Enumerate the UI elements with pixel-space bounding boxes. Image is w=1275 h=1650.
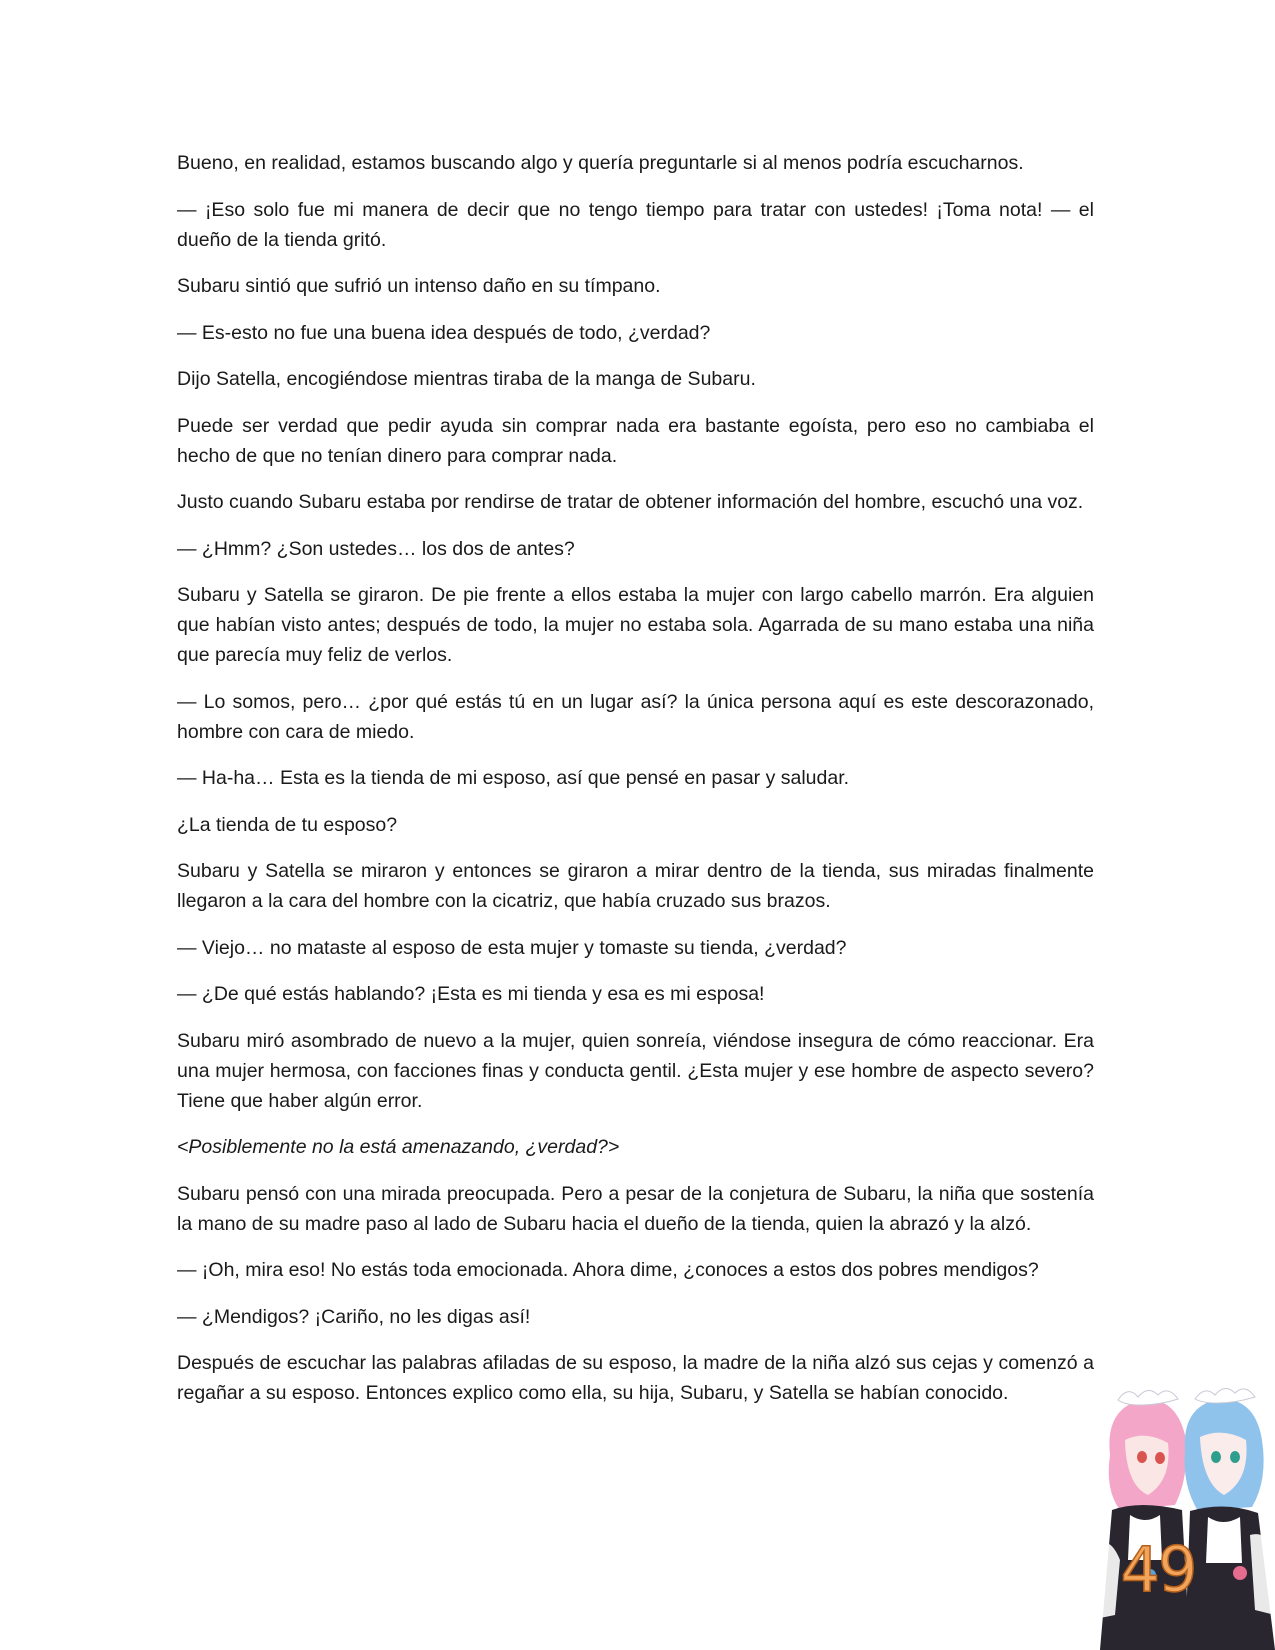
page-number: 49 [1120, 1533, 1196, 1606]
paragraph-17-thought: <Posiblemente no la está amenazando, ¿verdad?> [177, 1136, 620, 1158]
paragraph-21: Después de escuchar las palabras afiladas de su esposo, la madre de la niña alzó sus cejas y comenzó a regañar a su esposo. Entonces explico como ella, su hija, Subaru, y Satella se habían conocido. [177, 1352, 1094, 1404]
paragraph-16: Subaru miró asombrado de nuevo a la mujer, quien sonreía, viéndose insegura de cómo reaccionar. Era una mujer hermosa, con facciones finas y conducta gentil. ¿Esta mujer y ese hombre de aspecto severo? Tiene que haber algún error. [177, 1029, 1094, 1112]
paragraph-13: Subaru y Satella se miraron y entonces se giraron a mirar dentro de la tienda, sus miradas finalmente llegaron a la cara del hombre con la cicatriz, que había cruzado sus brazos. [177, 860, 1094, 912]
paragraph-15: — ¿De qué estás hablando? ¡Esta es mi tienda y esa es mi esposa! [177, 983, 765, 1005]
paragraph-9: Subaru y Satella se giraron. De pie frente a ellos estaba la mujer con largo cabello marrón. Era alguien que habían visto antes; después de todo, la mujer no estaba sola. Agarrada de su mano estaba una niña que parecía muy feliz de verlos. [177, 584, 1094, 666]
twin-maids-illustration-icon [1090, 1385, 1275, 1650]
paragraph-14: — Viejo… no mataste al esposo de esta mujer y tomaste su tienda, ¿verdad? [177, 936, 847, 959]
paragraph-18: Subaru pensó con una mirada preocupada. Pero a pesar de la conjetura de Subaru, la niña que sostenía la mano de su madre paso al lado de Subaru hacia el dueño de la tienda, quien la abrazó y la alzó. [177, 1182, 1094, 1235]
body-text [177, 148, 1094, 1425]
paragraph-4: — Es-esto no fue una buena idea después de todo, ¿verdad? [177, 321, 711, 344]
paragraph-7: Justo cuando Subaru estaba por rendirse de tratar de obtener información del hombre, escuchó una voz. [177, 491, 1084, 513]
paragraph-11: — Ha-ha… Esta es la tienda de mi esposo, así que pensé en pasar y saludar. [177, 767, 850, 789]
paragraph-2: — ¡Eso solo fue mi manera de decir que no tengo tiempo para tratar con ustedes! ¡Toma nota! — el dueño de la tienda gritó. [177, 198, 1094, 251]
paragraph-1: Bueno, en realidad, estamos buscando algo y quería preguntarle si al menos podría escucharnos. [177, 152, 1024, 174]
paragraph-5: Dijo Satella, encogiéndose mientras tiraba de la manga de Subaru. [177, 368, 756, 390]
paragraph-6: Puede ser verdad que pedir ayuda sin comprar nada era bastante egoísta, pero eso no cambiaba el hecho de que no tenían dinero para comprar nada. [177, 414, 1094, 467]
paragraph-20: — ¿Mendigos? ¡Cariño, no les digas así! [177, 1305, 531, 1328]
paragraph-12: ¿La tienda de tu esposo? [177, 813, 398, 836]
paragraph-10: — Lo somos, pero… ¿por qué estás tú en un lugar así? la única persona aquí es este descorazonado, hombre con cara de miedo. [177, 690, 1094, 743]
paragraph-19: — ¡Oh, mira eso! No estás toda emocionada. Ahora dime, ¿conoces a estos dos pobres mendigos? [177, 1259, 1039, 1281]
paragraph-3: Subaru sintió que sufrió un intenso daño en su tímpano. [177, 275, 661, 297]
paragraph-8: — ¿Hmm? ¿Son ustedes… los dos de antes? [177, 537, 575, 560]
